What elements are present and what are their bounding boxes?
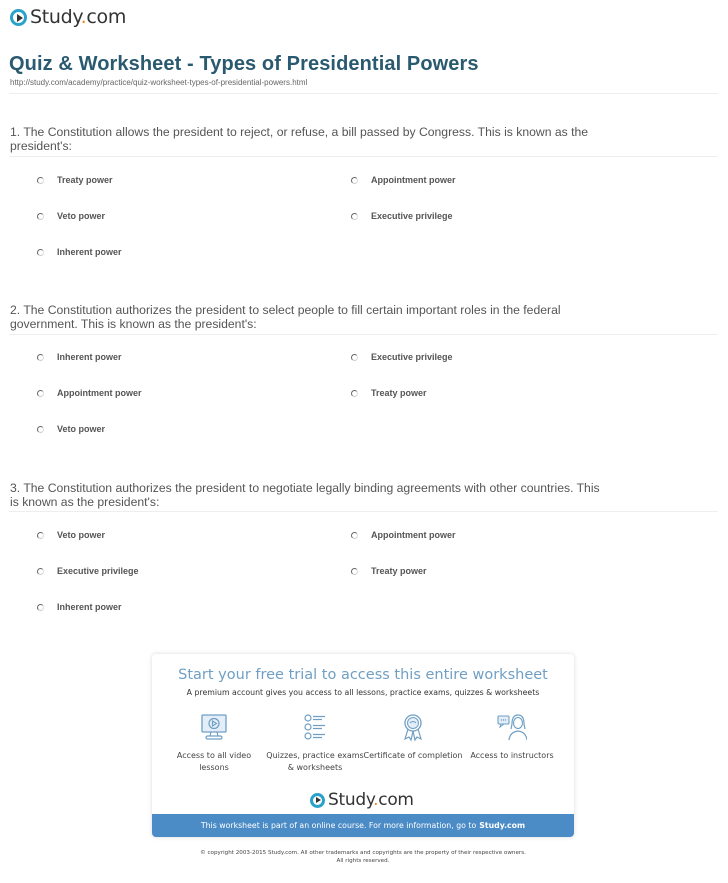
q3-option-appointment-power[interactable]: Appointment power: [351, 530, 456, 540]
radio-button[interactable]: [351, 390, 358, 397]
promo-title[interactable]: Start your free trial to access this entire worksheet: [178, 667, 548, 683]
promo-info-bar: This worksheet is part of an online course. For more information, go to Study.com: [152, 814, 574, 837]
study-com-link[interactable]: Study.com: [479, 821, 526, 830]
q1-option-inherent-power[interactable]: Inherent power: [37, 247, 122, 257]
promo-study-logo[interactable]: [310, 790, 414, 810]
radio-button[interactable]: [37, 532, 44, 539]
question-1-text: 1. The Constitution allows the president to reject, or refuse, a bill passed by Congress. This is known as the president's:: [10, 125, 589, 153]
feature-video-lessons: Access to all video lessons: [164, 712, 264, 774]
divider: [9, 93, 718, 94]
checklist-icon: [300, 712, 330, 742]
radio-button[interactable]: [37, 213, 44, 220]
q3-option-executive-privilege[interactable]: Executive privilege: [37, 566, 139, 576]
radio-button[interactable]: [351, 177, 358, 184]
q1-option-veto-power[interactable]: Veto power: [37, 211, 105, 221]
question-2-text: 2. The Constitution authorizes the president to select people to fill certain important roles in the federal government. This is known as the president's:: [10, 303, 561, 331]
play-circle-icon: [310, 793, 325, 808]
q1-option-executive-privilege[interactable]: Executive privilege: [351, 211, 453, 221]
radio-button[interactable]: [37, 177, 44, 184]
feature-certificate: Certificate of completion: [363, 712, 463, 762]
copyright-notice: © copyright 2003-2015 Study.com. All other trademarks and copyrights are the property of their respective owners. All rights reserved.: [200, 850, 526, 864]
radio-button[interactable]: [37, 354, 44, 361]
video-monitor-icon: [199, 712, 229, 742]
radio-button[interactable]: [37, 249, 44, 256]
radio-button[interactable]: [351, 532, 358, 539]
page-url[interactable]: http://study.com/academy/practice/quiz-worksheet-types-of-presidential-powers.html: [10, 78, 308, 87]
certificate-ribbon-icon: [398, 712, 428, 742]
q1-option-treaty-power[interactable]: Treaty power: [37, 175, 113, 185]
feature-quizzes: Quizzes, practice exams & worksheets: [265, 712, 365, 774]
q2-option-treaty-power[interactable]: Treaty power: [351, 388, 427, 398]
play-circle-icon: [10, 9, 27, 26]
free-trial-promo: [152, 654, 574, 837]
q2-option-appointment-power[interactable]: Appointment power: [37, 388, 142, 398]
radio-button[interactable]: [351, 568, 358, 575]
radio-button[interactable]: [351, 213, 358, 220]
radio-button[interactable]: [37, 426, 44, 433]
radio-button[interactable]: [37, 390, 44, 397]
q3-option-treaty-power[interactable]: Treaty power: [351, 566, 427, 576]
radio-button[interactable]: [351, 354, 358, 361]
radio-button[interactable]: [37, 568, 44, 575]
logo-wordmark: Study.com: [328, 790, 414, 810]
q2-option-executive-privilege[interactable]: Executive privilege: [351, 352, 453, 362]
promo-subtitle: A premium account gives you access to all lessons, practice exams, quizzes & worksheets: [186, 688, 540, 697]
question-3-text: 3. The Constitution authorizes the president to negotiate legally binding agreements with other countries. This is known as the president's:: [10, 481, 600, 509]
logo-wordmark: Study.com: [30, 6, 127, 28]
divider: [9, 334, 718, 335]
q2-option-veto-power[interactable]: Veto power: [37, 424, 105, 434]
q3-option-inherent-power[interactable]: Inherent power: [37, 602, 122, 612]
radio-button[interactable]: [37, 604, 44, 611]
q2-option-inherent-power[interactable]: Inherent power: [37, 352, 122, 362]
study-logo[interactable]: [10, 6, 126, 28]
feature-instructors: Access to instructors: [462, 712, 562, 762]
instructor-chat-icon: [497, 712, 527, 742]
q3-option-veto-power[interactable]: Veto power: [37, 530, 105, 540]
divider: [9, 156, 718, 157]
q1-option-appointment-power[interactable]: Appointment power: [351, 175, 456, 185]
page-title: Quiz & Worksheet - Types of Presidential Powers: [9, 53, 479, 75]
divider: [9, 511, 718, 512]
